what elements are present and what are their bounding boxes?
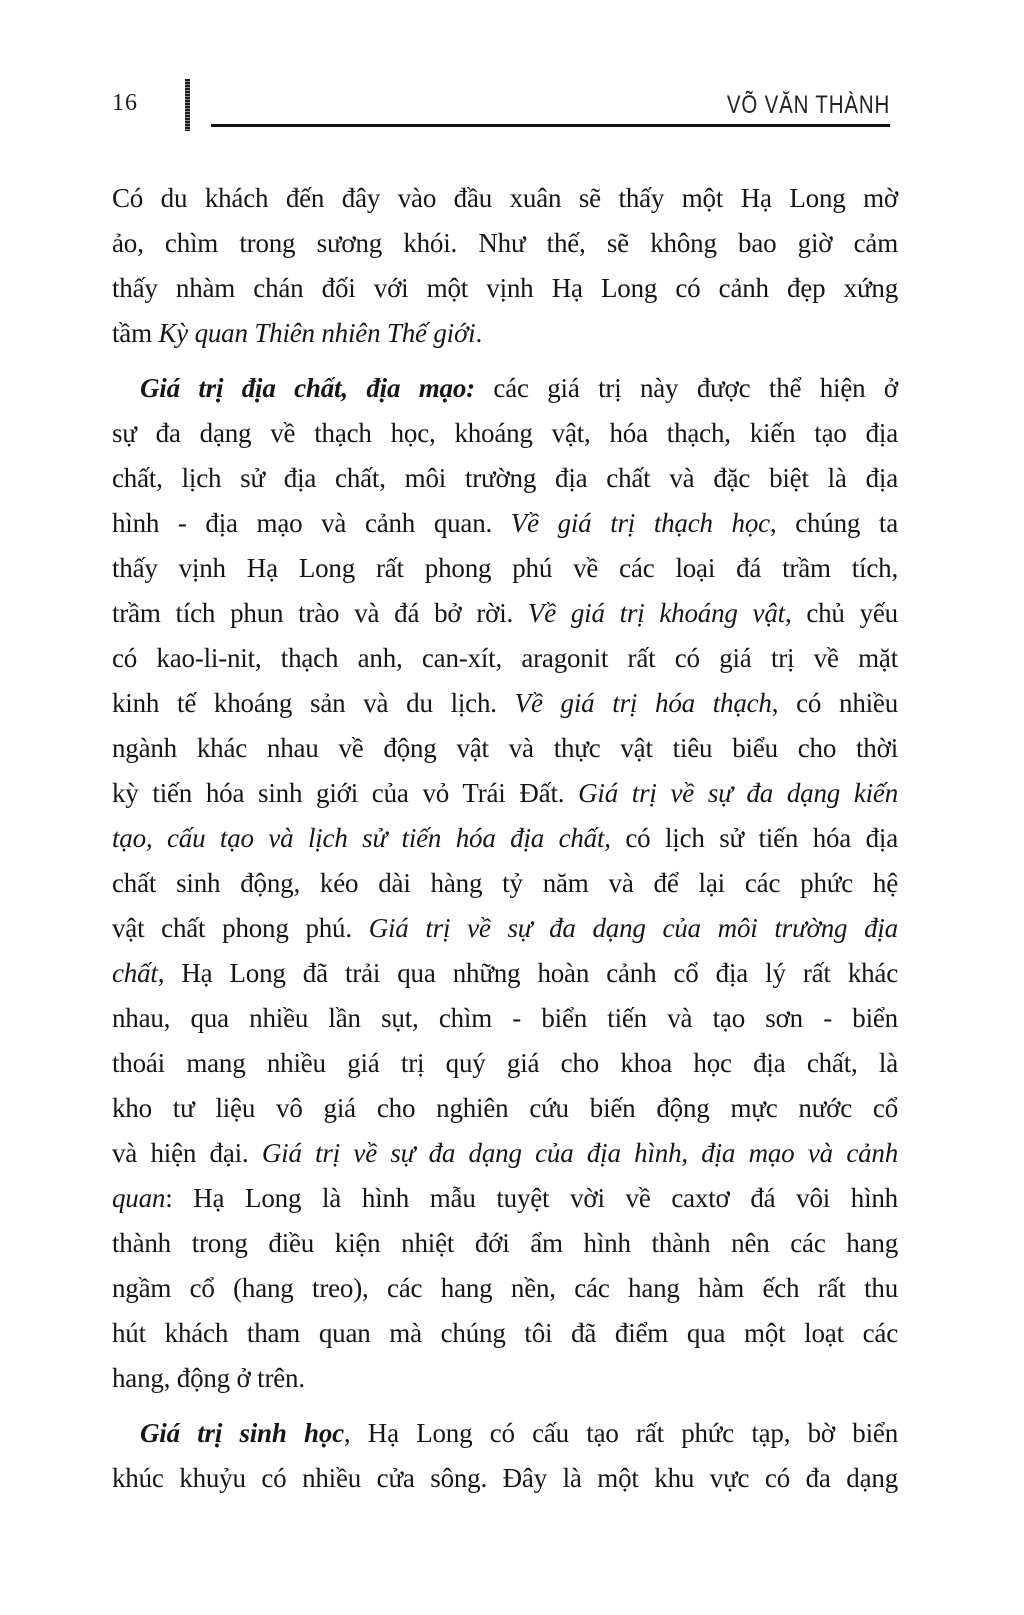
lead-in-phrase: Giá trị sinh học: [140, 1418, 344, 1448]
text-line: [112, 906, 898, 951]
text-run: , chúng ta: [769, 508, 898, 538]
paragraph: [112, 1411, 898, 1501]
header-ornament-bar: [185, 79, 190, 131]
text-run: .: [475, 318, 483, 348]
text-line: [112, 1086, 898, 1131]
text-line: [112, 816, 898, 861]
page-body: [112, 176, 898, 1501]
italic-phrase: Giá trị về sự đa dạng kiến: [578, 778, 898, 808]
italic-phrase: Về giá trị thạch học: [510, 508, 770, 538]
text-run: , có nhiều: [771, 688, 898, 718]
text-line: [112, 1176, 898, 1221]
text-run: : Hạ Long là hình mẫu tuyệt vời về caxtơ đá vôi hình: [165, 1183, 898, 1213]
text-run: ngành khác nhau về động vật và thực vật tiêu biểu cho thời: [112, 733, 898, 763]
text-line: [112, 1411, 898, 1456]
text-line: [112, 546, 898, 591]
text-run: , chủ yếu: [784, 598, 898, 628]
page-number: 16: [112, 90, 138, 116]
paragraph: [112, 176, 898, 356]
text-run: thấy nhàm chán đối với một vịnh Hạ Long có cảnh đẹp xứng: [112, 273, 898, 303]
text-run: kho tư liệu vô giá cho nghiên cứu biến động mực nước cổ: [112, 1093, 898, 1123]
text-run: hình - địa mạo và cảnh quan.: [112, 508, 511, 538]
text-line: [112, 771, 898, 816]
italic-phrase: quan: [112, 1183, 166, 1213]
text-run: chất, lịch sử địa chất, môi trường địa chất và đặc biệt là địa: [112, 463, 898, 493]
text-line: [112, 951, 898, 996]
text-line: [112, 411, 898, 456]
text-line: [112, 501, 898, 546]
text-run: kinh tế khoáng sản và du lịch.: [112, 688, 515, 718]
text-run: , có lịch sử tiến hóa địa: [604, 823, 898, 853]
text-line: [112, 311, 898, 356]
text-line: [112, 176, 898, 221]
text-line: [112, 861, 898, 906]
italic-phrase: Về giá trị hóa thạch: [514, 688, 772, 718]
paragraph: [112, 366, 898, 1401]
text-run: kỳ tiến hóa sinh giới của vỏ Trái Đất.: [112, 778, 579, 808]
italic-phrase: Giá trị về sự đa dạng của địa hình, địa mạo và cảnh: [261, 1138, 898, 1168]
text-line: [112, 591, 898, 636]
text-line: [112, 1041, 898, 1086]
text-run: thành trong điều kiện nhiệt đới ẩm hình thành nên các hang: [112, 1228, 898, 1258]
text-line: [112, 1311, 898, 1356]
text-line: [112, 996, 898, 1041]
text-run: hút khách tham quan mà chúng tôi đã điểm qua một loạt các: [112, 1318, 898, 1348]
text-run: thoái mang nhiều giá trị quý giá cho khoa học địa chất, là: [112, 1048, 898, 1078]
italic-phrase: tạo, cấu tạo và lịch sử tiến hóa địa chất: [112, 823, 605, 853]
text-run: và hiện đại.: [112, 1138, 262, 1168]
text-run: thấy vịnh Hạ Long rất phong phú về các loại đá trầm tích,: [112, 553, 898, 583]
italic-phrase: Về giá trị khoáng vật: [527, 598, 785, 628]
text-line: [112, 456, 898, 501]
text-line: [112, 681, 898, 726]
text-run: sự đa dạng về thạch học, khoáng vật, hóa thạch, kiến tạo địa: [112, 418, 898, 448]
text-run: ảo, chìm trong sương khói. Như thế, sẽ không bao giờ cảm: [112, 228, 898, 258]
text-run: vật chất phong phú.: [112, 913, 369, 943]
text-line: [112, 366, 898, 411]
text-run: nhau, qua nhiều lần sụt, chìm - biển tiến và tạo sơn - biển: [112, 1003, 898, 1033]
text-run: khúc khuỷu có nhiều cửa sông. Đây là một khu vực có đa dạng: [112, 1463, 898, 1493]
text-line: [112, 1266, 898, 1311]
text-line: [112, 266, 898, 311]
text-run: chất sinh động, kéo dài hàng tỷ năm và để lại các phức hệ: [112, 868, 898, 898]
text-run: tầm: [112, 318, 159, 348]
text-run: hang, động ở trên.: [112, 1363, 305, 1393]
text-run: , Hạ Long đã trải qua những hoàn cảnh cổ địa lý rất khác: [157, 958, 898, 988]
text-line: [112, 1221, 898, 1266]
text-run: Có du khách đến đây vào đầu xuân sẽ thấy một Hạ Long mờ: [112, 183, 898, 213]
text-run: , Hạ Long có cấu tạo rất phức tạp, bờ biển: [343, 1418, 898, 1448]
text-run: ngầm cổ (hang treo), các hang nền, các hang hàm ếch rất thu: [112, 1273, 898, 1303]
text-run: có kao-li-nit, thạch anh, can-xít, aragonit rất có giá trị về mặt: [112, 643, 898, 673]
header-rule: [211, 124, 890, 127]
text-run: các giá trị này được thể hiện ở: [474, 373, 898, 403]
text-line: [112, 1356, 898, 1401]
text-line: [112, 1131, 898, 1176]
text-line: [112, 726, 898, 771]
text-line: [112, 221, 898, 266]
text-line: [112, 1456, 898, 1501]
italic-phrase: Kỳ quan Thiên nhiên Thế giới: [158, 318, 476, 348]
lead-in-phrase: Giá trị địa chất, địa mạo:: [140, 373, 475, 403]
italic-phrase: Giá trị về sự đa dạng của môi trường địa: [368, 913, 898, 943]
text-run: trầm tích phun trào và đá bở rời.: [112, 598, 528, 628]
running-head-author: VÕ VĂN THÀNH: [726, 91, 890, 119]
italic-phrase: chất: [112, 958, 158, 988]
text-line: [112, 636, 898, 681]
